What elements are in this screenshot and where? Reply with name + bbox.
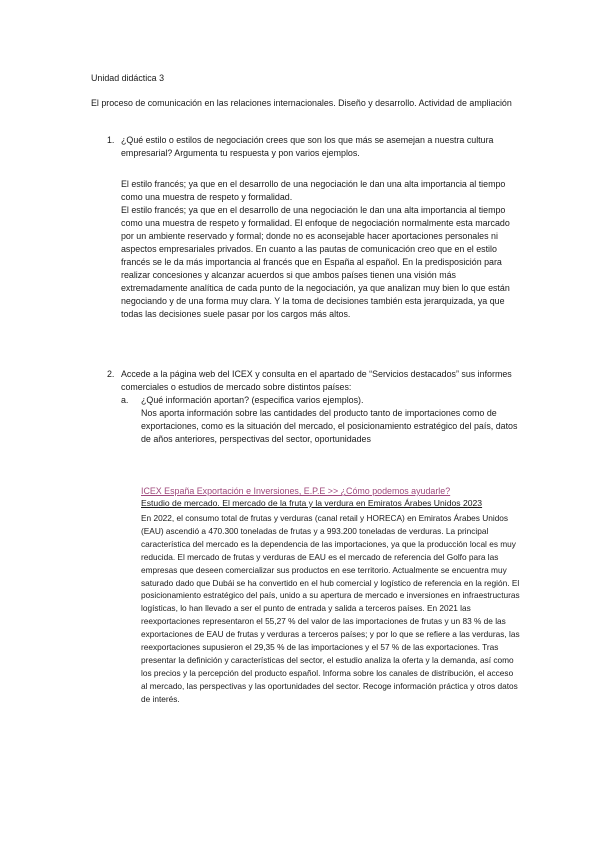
study-title: Estudio de mercado. El mercado de la fruta y la verdura en Emiratos Árabes Unidos 2023: [141, 498, 483, 508]
question-1-text: ¿Qué estilo o estilos de negociación crees que son los que más se asemejan a nuestra cultura empresarial? Argumenta tu respuesta y pon varios ejemplos.: [121, 135, 494, 158]
study-body: En 2022, el consumo total de frutas y verduras (canal retail y HORECA) en Emiratos Árabes Unidos (EAU) ascendió a 470.300 toneladas de frutas y a 993.200 toneladas de verduras. La principal característica del mercado es la dependencia de las importaciones, ya que la producción local es muy reducida. El mercado de frutas y verduras de EAU es el mercado de referencia del Golfo para las empresas que deseen comercializar sus productos en ese territorio. Actualmente se encuentra muy saturado dado que Dubái se ha convertido en el hub comercial y logístico de referencia en la región. El posicionamiento estratégico del país, unido a su apertura de mercado e inversiones en infraestructuras logísticas, lo han llevado a ser el punto de entrada y salida a terceros países. En 2021 las reexportaciones representaron el 55,27 % del valor de las importaciones de frutas y un 83 % de las exportaciones de EAU de frutas y verduras a terceros países; y por lo que se refiere a las verduras, las reexportaciones supusieron el 29,35 % de las importaciones y el 57 % de las exportaciones. Tras presentar la definición y características del sector, el estudio analiza la oferta y la demanda, así como los precios y la percepción del producto español. Informa sobre los canales de distribución, el acceso al mercado, las perspectivas y las oportunidades del sector. Recoge información práctica y otros datos de interés.: [141, 513, 520, 704]
question-1-number: 1.: [107, 135, 115, 145]
icex-link[interactable]: ICEX España Exportación e Inversiones, E.P.E >> ¿Cómo podemos ayudarle?: [141, 486, 451, 496]
question-1-answer: El estilo francés; ya que en el desarrollo de una negociación le dan una alta importancia al tiempo como una muestra de respeto y formalidad. El estilo francés; ya que en el desarrollo de una negociación le dan una alta importancia al tiempo como una muestra de respeto y formalidad. El enfoque de negociación normalmente esta marcado por un ambiente reservado y formal; donde no es aconsejable hacer aportaciones personales ni aspectos empresariales privados. En cuanto a las pautas de comunicación creo que en el estilo francés se le da más importancia al francés que en España al español. En la predisposición para realizar concesiones y alcanzar acuerdos si que ambos países tienen una visión más extremadamente analítica de cada punto de la negociación, ya que analizan muy bien lo que están negociando y de una forma muy clara. Y la toma de decisiones también esta jerarquizada, ya que todas las decisiones suele pasar por los cargos más altos.: [121, 179, 510, 319]
question-2-number: 2.: [107, 369, 115, 379]
unit-title: Unidad didáctica 3: [91, 73, 165, 83]
sub-question-a-text: ¿Qué información aportan? (especifica varios ejemplos).: [141, 395, 364, 405]
activity-intro: El proceso de comunicación en las relaciones internacionales. Diseño y desarrollo. Actividad de ampliación: [91, 98, 512, 108]
sub-question-a-letter: a.: [121, 395, 129, 405]
question-2-text: Accede a la página web del ICEX y consulta en el apartado de “Servicios destacados” sus informes comerciales o estudios de mercado sobre distintos países:: [121, 369, 512, 392]
sub-question-a-answer: Nos aporta información sobre las cantidades del producto tanto de importaciones como de exportaciones, como es la situación del mercado, el posicionamiento estratégico del país, datos de años anteriores, perspectivas del sector, oportunidades: [141, 408, 518, 444]
